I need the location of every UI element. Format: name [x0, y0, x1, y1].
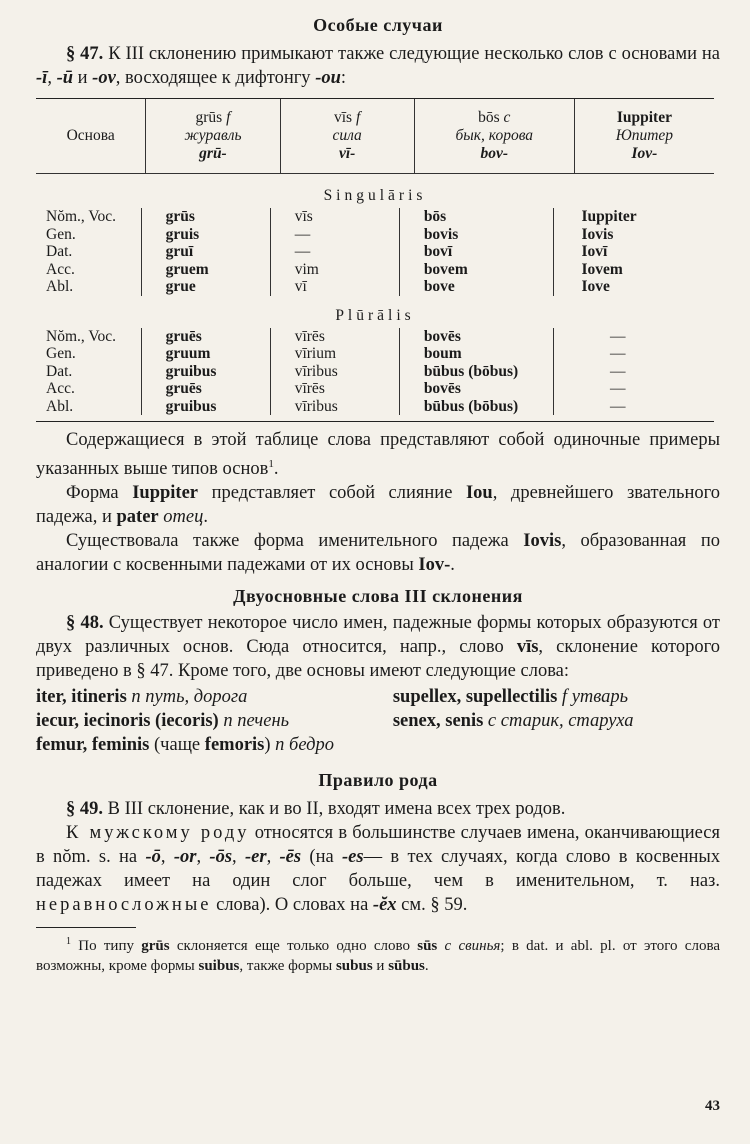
text: (чаще [149, 735, 205, 756]
text: , [232, 847, 245, 868]
form-cell: gruī [165, 243, 194, 260]
latin-word: grūs [141, 938, 170, 955]
word-list-right [379, 685, 720, 757]
form-cell: bovem [423, 260, 468, 278]
text: , [47, 68, 57, 88]
case-label: Dat. [46, 362, 73, 380]
text: см. § 59. [396, 895, 468, 916]
paragraph-number: § 48. [66, 613, 104, 634]
form-cell: — [610, 397, 626, 415]
latin-word: sūs [417, 938, 438, 955]
section-title-special-cases: Особые случаи [313, 15, 443, 35]
ending: -ō [145, 847, 161, 868]
form-cell: būbus (bōbus) [423, 397, 519, 415]
header-translation: сила [332, 127, 362, 144]
iuppiter-forms [553, 208, 714, 296]
form-cell: Iovem [581, 260, 623, 278]
latin-word: iecur, iecinoris (iecoris) [36, 711, 219, 732]
text: . [424, 958, 429, 975]
ending: -ōs [209, 847, 233, 868]
case-label: Acc. [46, 380, 75, 397]
paragraph-after-table-2 [36, 481, 720, 529]
paragraph-number: § 47. [66, 44, 104, 64]
form-cell: Iovis [581, 225, 614, 243]
header-stem-label [36, 99, 145, 173]
form-cell: vīrēs [294, 327, 325, 345]
form-cell: — [294, 243, 311, 260]
bos-forms [399, 208, 553, 296]
word-entry [393, 685, 720, 709]
text: и [73, 68, 93, 88]
form-cell: boum [423, 345, 462, 362]
header-gender: f [226, 109, 231, 126]
page-number: 43 [705, 1098, 720, 1114]
form-cell: vim [294, 260, 319, 278]
form-cell: gruibus [165, 397, 217, 415]
singularis-rows [36, 208, 714, 302]
latin-word: Iovis [523, 531, 562, 552]
header-translation: журавль [184, 127, 242, 144]
header-translation: бык, корова [455, 127, 534, 144]
header-stem: bov- [480, 145, 509, 162]
translation: путь, дорога [145, 687, 248, 708]
latin-word: subus [335, 958, 373, 975]
bos-forms [399, 328, 553, 416]
form-cell: vīribus [294, 397, 338, 415]
form-cell: vīrium [294, 345, 337, 362]
case-labels [36, 208, 141, 296]
footnote-mark: 1 [66, 936, 71, 948]
text: , склонение которого приведено в § 47. Кроме того, две основы имеют следующие слова: [36, 637, 721, 682]
ending: -ī [36, 68, 48, 88]
section-title-two-stem-words: Двуосновные слова III склонения [233, 586, 523, 607]
case-label: Abl. [46, 397, 74, 415]
table-header [36, 99, 714, 174]
ending: -er [244, 847, 267, 868]
case-label: Acc. [46, 260, 75, 278]
word-list-left [36, 685, 379, 757]
word-entry [36, 685, 379, 709]
paragraph-after-table-3 [36, 529, 720, 577]
header-word: grūs [195, 109, 223, 126]
latin-word: sūbus [388, 958, 425, 975]
ending: -ou [315, 68, 341, 88]
form-cell: vī [294, 278, 307, 295]
text: Форма [66, 483, 133, 504]
text: . [450, 555, 455, 576]
text: Существовала также форма именительного падежа [66, 531, 524, 552]
form-cell: grūs [165, 208, 195, 225]
latin-word: femoris [204, 735, 265, 756]
vis-forms [270, 208, 399, 296]
case-labels [36, 328, 141, 416]
ending: -es [342, 847, 364, 868]
ending: -ēs [279, 847, 302, 868]
text: , [160, 847, 174, 868]
ending: -or [173, 847, 197, 868]
header-stem: Iov- [631, 145, 658, 162]
latin-word: Iov- [418, 555, 451, 576]
translation: старик, старуха [500, 711, 634, 732]
page [36, 12, 720, 976]
header-gender: c [503, 109, 511, 126]
text: По типу [71, 938, 142, 955]
form-cell: — [610, 380, 626, 397]
latin-word: supellex, supellectilis [392, 687, 558, 708]
header-stem: vī- [338, 145, 356, 162]
form-cell: vīrēs [294, 380, 325, 397]
gender: c [487, 711, 497, 732]
form-cell: būbus (bōbus) [423, 362, 519, 380]
translation: бедро [289, 735, 334, 756]
latin-word: femur, feminis [36, 735, 150, 756]
header-gender: f [355, 109, 361, 126]
iuppiter-forms [553, 328, 714, 416]
ending: -ĕx [372, 895, 397, 916]
text: , [266, 847, 280, 868]
paragraph-47 [36, 42, 720, 90]
form-cell: bōs [423, 208, 447, 225]
spaced-text: неравносложные [36, 895, 212, 916]
gender: f [561, 687, 568, 708]
text: , образованная по аналогии с косвенными падежами от их основы [36, 531, 720, 576]
header-word: bōs [478, 109, 500, 126]
form-cell: gruēs [165, 327, 202, 345]
header-iuppiter [574, 99, 714, 173]
form-cell: gruibus [165, 362, 217, 380]
case-label: Abl. [46, 278, 74, 295]
text: К III склонению примыкают также следующие несколько слов с основами на [103, 44, 721, 64]
case-label: Nŏm., Voc. [46, 327, 117, 345]
latin-word: Iuppiter [132, 483, 198, 504]
translation: утварь [571, 687, 629, 708]
form-cell: bovis [423, 225, 459, 243]
footnote-mark: 1 [268, 458, 274, 470]
text: : [340, 68, 347, 88]
case-label: Gen. [46, 225, 76, 243]
text: относятся в большинстве случаев имена, оканчивающиеся в nŏm. s. на [36, 823, 720, 868]
header-stem: grū- [199, 145, 227, 162]
header-word: vīs [334, 109, 353, 126]
footnote-divider [36, 927, 136, 928]
form-cell: Iove [581, 278, 610, 295]
form-cell: — [610, 345, 626, 362]
latin-word: suibus [198, 958, 240, 975]
spaced-text: К мужскому роду [66, 823, 250, 844]
text: , также формы [239, 958, 336, 975]
case-label: Nŏm., Voc. [46, 208, 117, 225]
translation: отец [163, 507, 204, 528]
translation: печень [237, 711, 290, 732]
text: Существует некоторое число имен, падежные формы которых образуются от двух различных основ. Сюда относится, напр., слово [36, 613, 721, 658]
declension-table [36, 98, 714, 422]
form-cell: bovēs [423, 327, 461, 345]
text: , восходящее к дифтонгу [115, 68, 316, 88]
header-grus [145, 99, 279, 173]
vis-forms [270, 328, 399, 416]
gender: n [131, 687, 141, 708]
text: ) [264, 735, 276, 756]
text: (на [301, 847, 342, 868]
form-cell: — [294, 225, 311, 243]
form-cell: gruem [165, 260, 209, 278]
header-vis [280, 99, 414, 173]
case-label: Dat. [46, 243, 73, 260]
form-cell: bovī [423, 243, 453, 260]
paragraph-after-table-1 [36, 428, 720, 481]
header-text: Основа [66, 127, 115, 144]
form-cell: bove [423, 278, 455, 295]
section-title-gender-rule: Правило рода [318, 770, 438, 791]
text: Содержащиеся в этой таблице слова представляют собой одиночные примеры указанных выше типов основ [36, 430, 720, 480]
header-word: Iuppiter [616, 109, 672, 126]
latin-word: pater [116, 507, 159, 528]
paragraph-49-masculine [36, 821, 720, 917]
text: склоняется еще только одно слово [169, 938, 418, 955]
form-cell: Iovī [581, 243, 608, 260]
singularis-label: Singulāris [323, 187, 427, 204]
header-bos [414, 99, 574, 173]
form-cell: gruēs [165, 380, 202, 397]
form-cell: gruis [165, 225, 200, 243]
ending: -ū [56, 68, 74, 88]
form-cell: — [610, 362, 626, 380]
form-cell: bovēs [423, 380, 461, 397]
paragraph-48 [36, 611, 720, 683]
form-cell: Iuppiter [581, 208, 637, 225]
text: ; в dat. и abl. pl. от этого слова возможны, кроме формы [36, 938, 720, 975]
gender: n [275, 735, 285, 756]
two-stem-word-list [36, 685, 720, 757]
text: и [372, 958, 389, 975]
form-cell: grue [165, 278, 196, 295]
text: , [196, 847, 210, 868]
grus-forms [141, 208, 270, 296]
text: — в тех случаях, когда слово в косвенных падежах имеет на один слог больше, чем в именительном, т. наз. [36, 847, 721, 892]
case-label: Gen. [46, 345, 76, 362]
text: представляет собой слияние [198, 483, 466, 504]
latin-word: Iou [465, 483, 493, 504]
footnote [36, 932, 720, 976]
paragraph-49 [36, 797, 720, 821]
pluralis-rows [36, 328, 714, 422]
latin-word: vīs [516, 637, 539, 658]
latin-word: iter, itineris [36, 687, 127, 708]
text: слова). О словах на [211, 895, 373, 916]
text: В III склонение, как и во II, входят имена всех трех родов. [103, 799, 566, 820]
word-entry [393, 709, 720, 733]
text: , древнейшего звательного падежа, и [36, 483, 720, 528]
paragraph-number: § 49. [66, 799, 103, 820]
latin-word: senex, senis [392, 711, 484, 732]
ending: -ov [92, 68, 116, 88]
translation: с свинья [437, 938, 501, 955]
form-cell: — [610, 327, 626, 345]
header-translation: Юпитер [615, 127, 674, 144]
form-cell: vīribus [294, 362, 338, 380]
word-entry [36, 709, 379, 733]
gender: n [223, 711, 233, 732]
word-entry [36, 733, 379, 757]
form-cell: gruum [165, 345, 211, 362]
pluralis-label: Plūrālis [335, 306, 415, 324]
text: . [203, 507, 208, 528]
grus-forms [141, 328, 270, 416]
form-cell: vīs [294, 208, 313, 225]
text: . [273, 459, 279, 480]
